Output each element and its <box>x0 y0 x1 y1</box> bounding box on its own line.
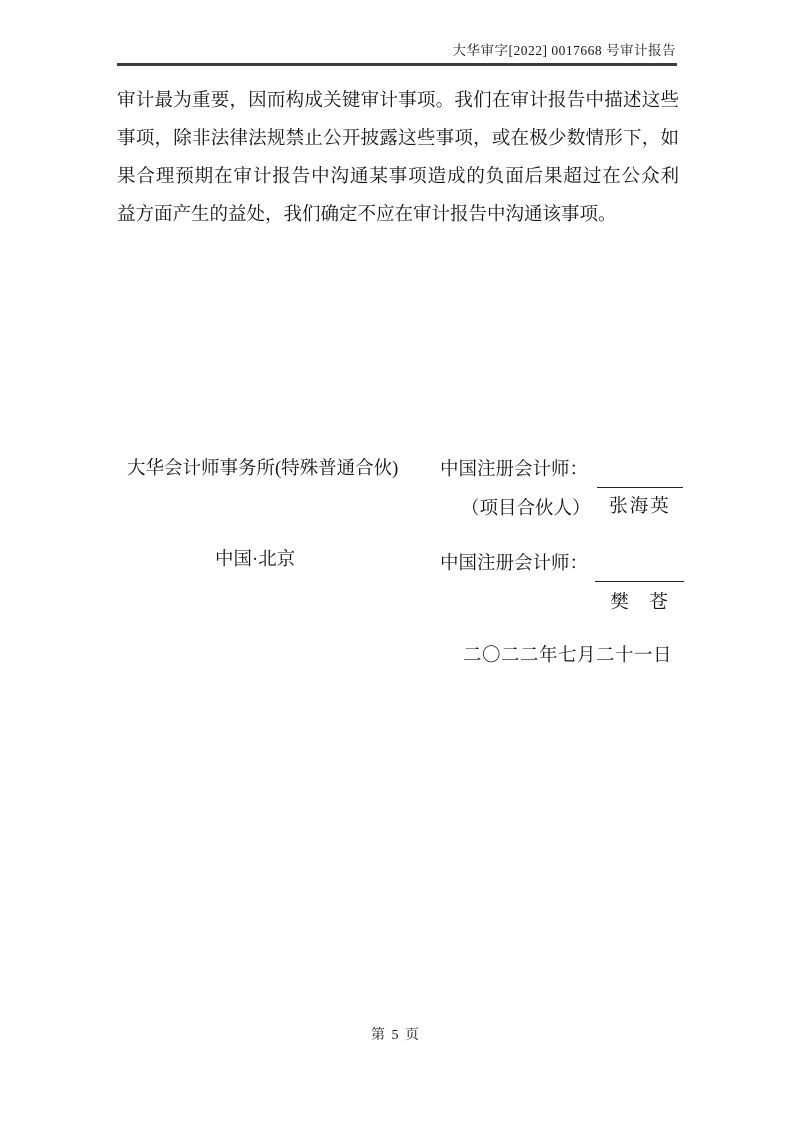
paragraph-line-3: 果合理预期在审计报告中沟通某事项造成的负面后果超过在公众利 <box>117 167 679 187</box>
paragraph-line-2: 事项，除非法律法规禁止公开披露这些事项，或在极少数情形下，如 <box>117 129 679 149</box>
signature-line-cpa <box>595 581 684 582</box>
partner-role-label: （项目合伙人） <box>461 499 591 519</box>
paragraph-line-1: 审计最为重要，因而构成关键审计事项。我们在审计报告中描述这些 <box>117 91 679 111</box>
cpa-label-second: 中国注册会计师： <box>440 554 589 574</box>
cpa-label-first: 中国注册会计师： <box>440 460 589 480</box>
page-number: 第 5 页 <box>371 1028 421 1043</box>
header-doc-number: 大华审字[2022] 0017668 号审计报告 <box>452 43 676 58</box>
audit-firm-name: 大华会计师事务所(特殊普通合伙) <box>127 459 399 479</box>
firm-location: 中国·北京 <box>215 550 296 570</box>
partner-name: 张海英 <box>609 497 671 517</box>
report-date: 二〇二二年七月二十一日 <box>463 646 673 666</box>
header-rule <box>117 63 677 66</box>
paragraph-line-4: 益方面产生的益处，我们确定不应在审计报告中沟通该事项。 <box>117 205 617 225</box>
signature-line-partner <box>597 487 683 488</box>
body-paragraph <box>117 82 679 234</box>
cpa-name: 樊 苍 <box>610 593 669 613</box>
